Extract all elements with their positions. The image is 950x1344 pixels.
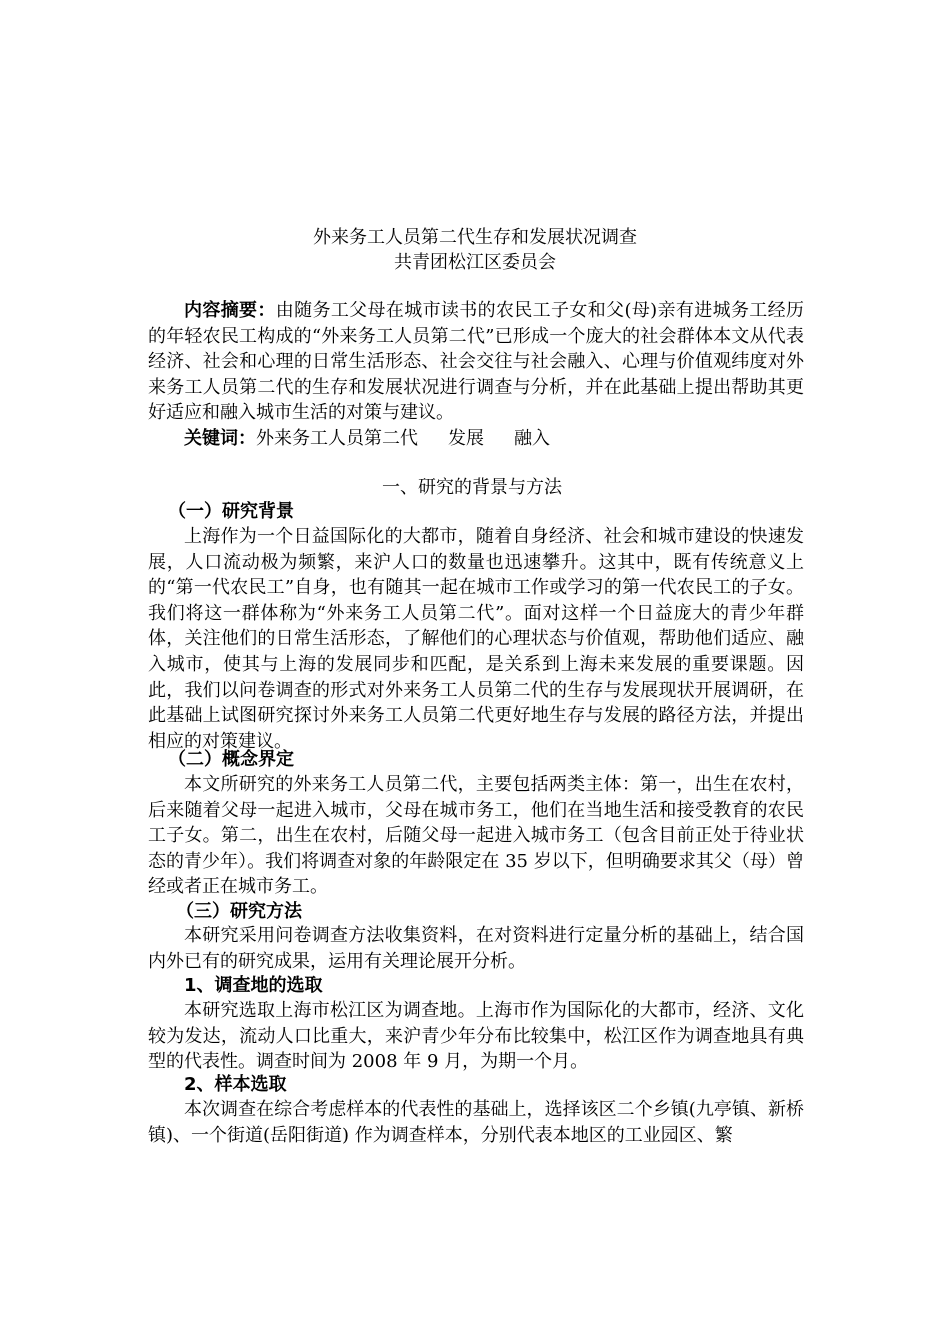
keywords-label: 关键词： xyxy=(184,428,256,449)
body-paragraph: 上海作为一个日益国际化的大都市，随着自身经济、社会和城市建设的快速发展，人口流动极为频繁，来沪人口的数量也迅速攀升。这其中，既有传统意义上的“第一代农民工”自身，也有随其一起在城市工作或学习的第一代农民工的子女。我们将这一群体称为“外来务工人员第二代”。面对这样一个日益庞大的青少年群体，关注他们的日常生活形态，了解他们的心理状态与价值观，帮助他们适应、融入城市，使其与上海的发展同步和匹配，是关系到上海未来发展的重要课题。因此，我们以问卷调查的形式对外来务工人员第二代的生存与发展现状开展调研，在此基础上试图研究探讨外来务工人员第二代更好地生存与发展的路径方法，并提出相应的对策建议。 xyxy=(148,526,804,752)
abstract-paragraph xyxy=(148,298,804,426)
abstract-label: 内容摘要： xyxy=(184,300,276,321)
body-paragraph: 本次调查在综合考虑样本的代表性的基础上，选择该区二个乡镇(九亭镇、新桥镇)、一个街道(岳阳街道) 作为调查样本，分别代表本地区的工业园区、繁 xyxy=(148,1099,804,1146)
subsection-heading: （三）研究方法 xyxy=(176,901,302,922)
document-author: 共青团松江区委员会 xyxy=(394,252,556,273)
body-paragraph: 本研究采用问卷调查方法收集资料，在对资料进行定量分析的基础上，结合国内外已有的研究成果，运用有关理论展开分析。 xyxy=(148,925,804,972)
body-paragraph: 本研究选取上海市松江区为调查地。上海市作为国际化的大都市，经济、文化较为发达，流动人口比重大，来沪青少年分布比较集中，松江区作为调查地具有典型的代表性。调查时间为 2008 年 9 月，为期一个月。 xyxy=(148,1000,804,1073)
section-heading: 一、研究的背景与方法 xyxy=(382,477,562,498)
keyword-item: 融入 xyxy=(514,428,550,449)
item-heading: 1、调查地的选取 xyxy=(184,975,323,996)
document-title: 外来务工人员第二代生存和发展状况调查 xyxy=(313,227,637,248)
keywords-line xyxy=(148,426,804,452)
keyword-item: 发展 xyxy=(448,428,484,449)
subsection-heading: （一）研究背景 xyxy=(168,501,294,522)
body-paragraph: 本文所研究的外来务工人员第二代，主要包括两类主体：第一，出生在农村，后来随着父母一起进入城市，父母在城市务工，他们在当地生活和接受教育的农民工子女。第二，出生在农村，后随父母一起进入城市务工（包含目前正处于待业状态的青少年）。我们将调查对象的年龄限定在 35 岁以下，但明确要求其父（母）曾经或者正在城市务工。 xyxy=(148,774,804,898)
abstract-text: 由随务工父母在城市读书的农民工子女和父(母)亲有进城务工经历的年轻农民工构成的“外来务工人员第二代”已形成一个庞大的社会群体本文从代表经济、社会和心理的日常生活形态、社会交往与社会融入、心理与价值观纬度对外来务工人员第二代的生存和发展状况进行调查与分析，并在此基础上提出帮助其更好适应和融入城市生活的对策与建议。 xyxy=(148,300,805,424)
subsection-heading: （二）概念界定 xyxy=(168,749,294,770)
keyword-item: 外来务工人员第二代 xyxy=(256,428,418,449)
item-heading: 2、样本选取 xyxy=(184,1074,287,1095)
